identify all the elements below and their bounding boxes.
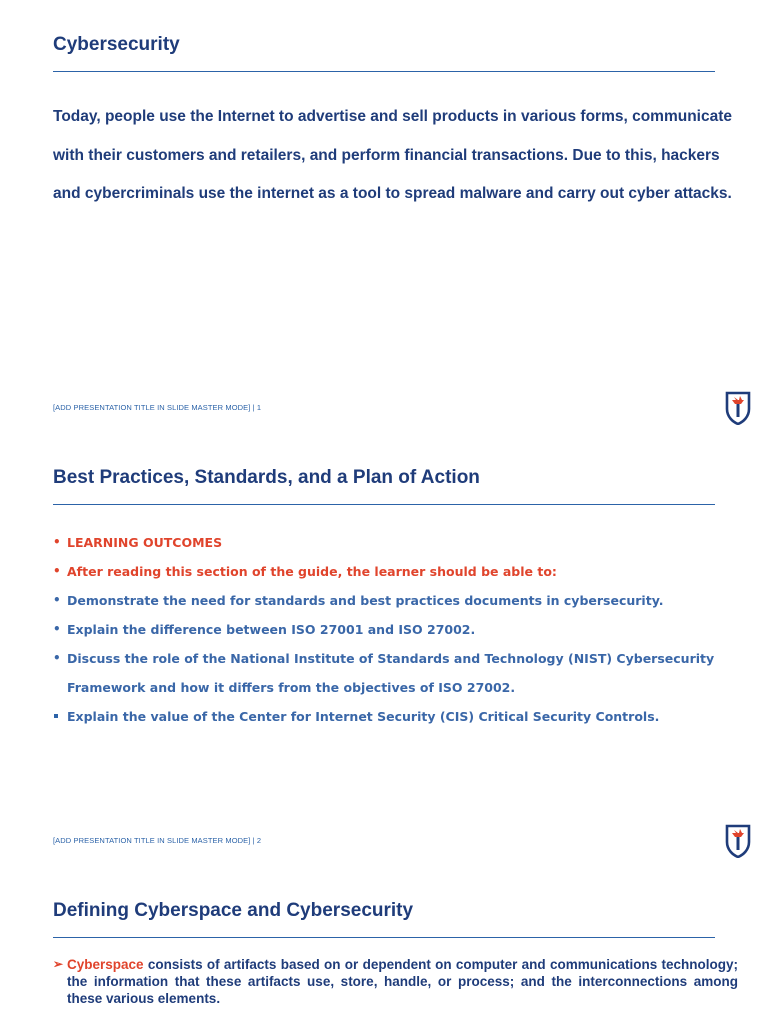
slide-title: Defining Cyberspace and Cybersecurity <box>53 900 414 921</box>
list-item <box>53 528 733 557</box>
list-item-text: Explain the value of the Center for Internet Security (CIS) Critical Security Controls. <box>67 709 660 724</box>
list-item <box>53 702 733 731</box>
bullet-dot-icon: • <box>53 535 61 549</box>
slide-title: Cybersecurity <box>53 34 180 55</box>
definition-text: consists of artifacts based on or dependent on computer and communications technology; the information that these artifacts use, store, handle, or process; and the interconnections among these various elements. <box>67 957 738 1006</box>
bullet-dot-icon: • <box>53 593 61 607</box>
slide-title: Best Practices, Standards, and a Plan of Action <box>53 467 480 488</box>
square-bullet-icon <box>54 714 58 718</box>
slide-footer: [ADD PRESENTATION TITLE IN SLIDE MASTER MODE] | 1 <box>53 403 262 412</box>
slide-1 <box>0 0 768 433</box>
list-item-text: After reading this section of the guide, the learner should be able to: <box>67 564 557 579</box>
bullet-dot-icon: • <box>53 564 61 578</box>
list-item-text: Discuss the role of the National Institute of Standards and Technology (NIST) Cybersecurity Framework and how it differs from the objectives of ISO 27002. <box>67 651 715 695</box>
title-rule <box>53 71 715 72</box>
shield-torch-logo-icon <box>725 391 751 425</box>
bullet-dot-icon: • <box>53 622 61 636</box>
arrow-bullet-icon: ➢ <box>53 957 64 971</box>
learning-outcomes-list <box>53 528 733 731</box>
list-item-text: Explain the difference between ISO 27001 and ISO 27002. <box>67 622 476 637</box>
list-item <box>53 557 733 586</box>
definition-keyword: Cyberspace <box>67 957 144 972</box>
slide-body-text: Today, people use the Internet to advertise and sell products in various forms, communicate with their customers and retailers, and perform financial transactions. Due to this, hackers and cybercriminals use the internet as a tool to spread malware and carry out cyber attacks. <box>53 108 732 202</box>
title-rule <box>53 504 715 505</box>
bullet-dot-icon: • <box>53 651 61 665</box>
list-item-text: Demonstrate the need for standards and best practices documents in cybersecurity. <box>67 593 664 608</box>
list-item <box>53 615 733 644</box>
list-item-text: LEARNING OUTCOMES <box>67 535 223 550</box>
shield-torch-logo-icon <box>725 824 751 858</box>
list-item <box>53 644 733 702</box>
title-rule <box>53 937 715 938</box>
cyberspace-definition <box>53 956 738 1007</box>
list-item <box>53 586 733 615</box>
slide-footer: [ADD PRESENTATION TITLE IN SLIDE MASTER MODE] | 2 <box>53 836 262 845</box>
